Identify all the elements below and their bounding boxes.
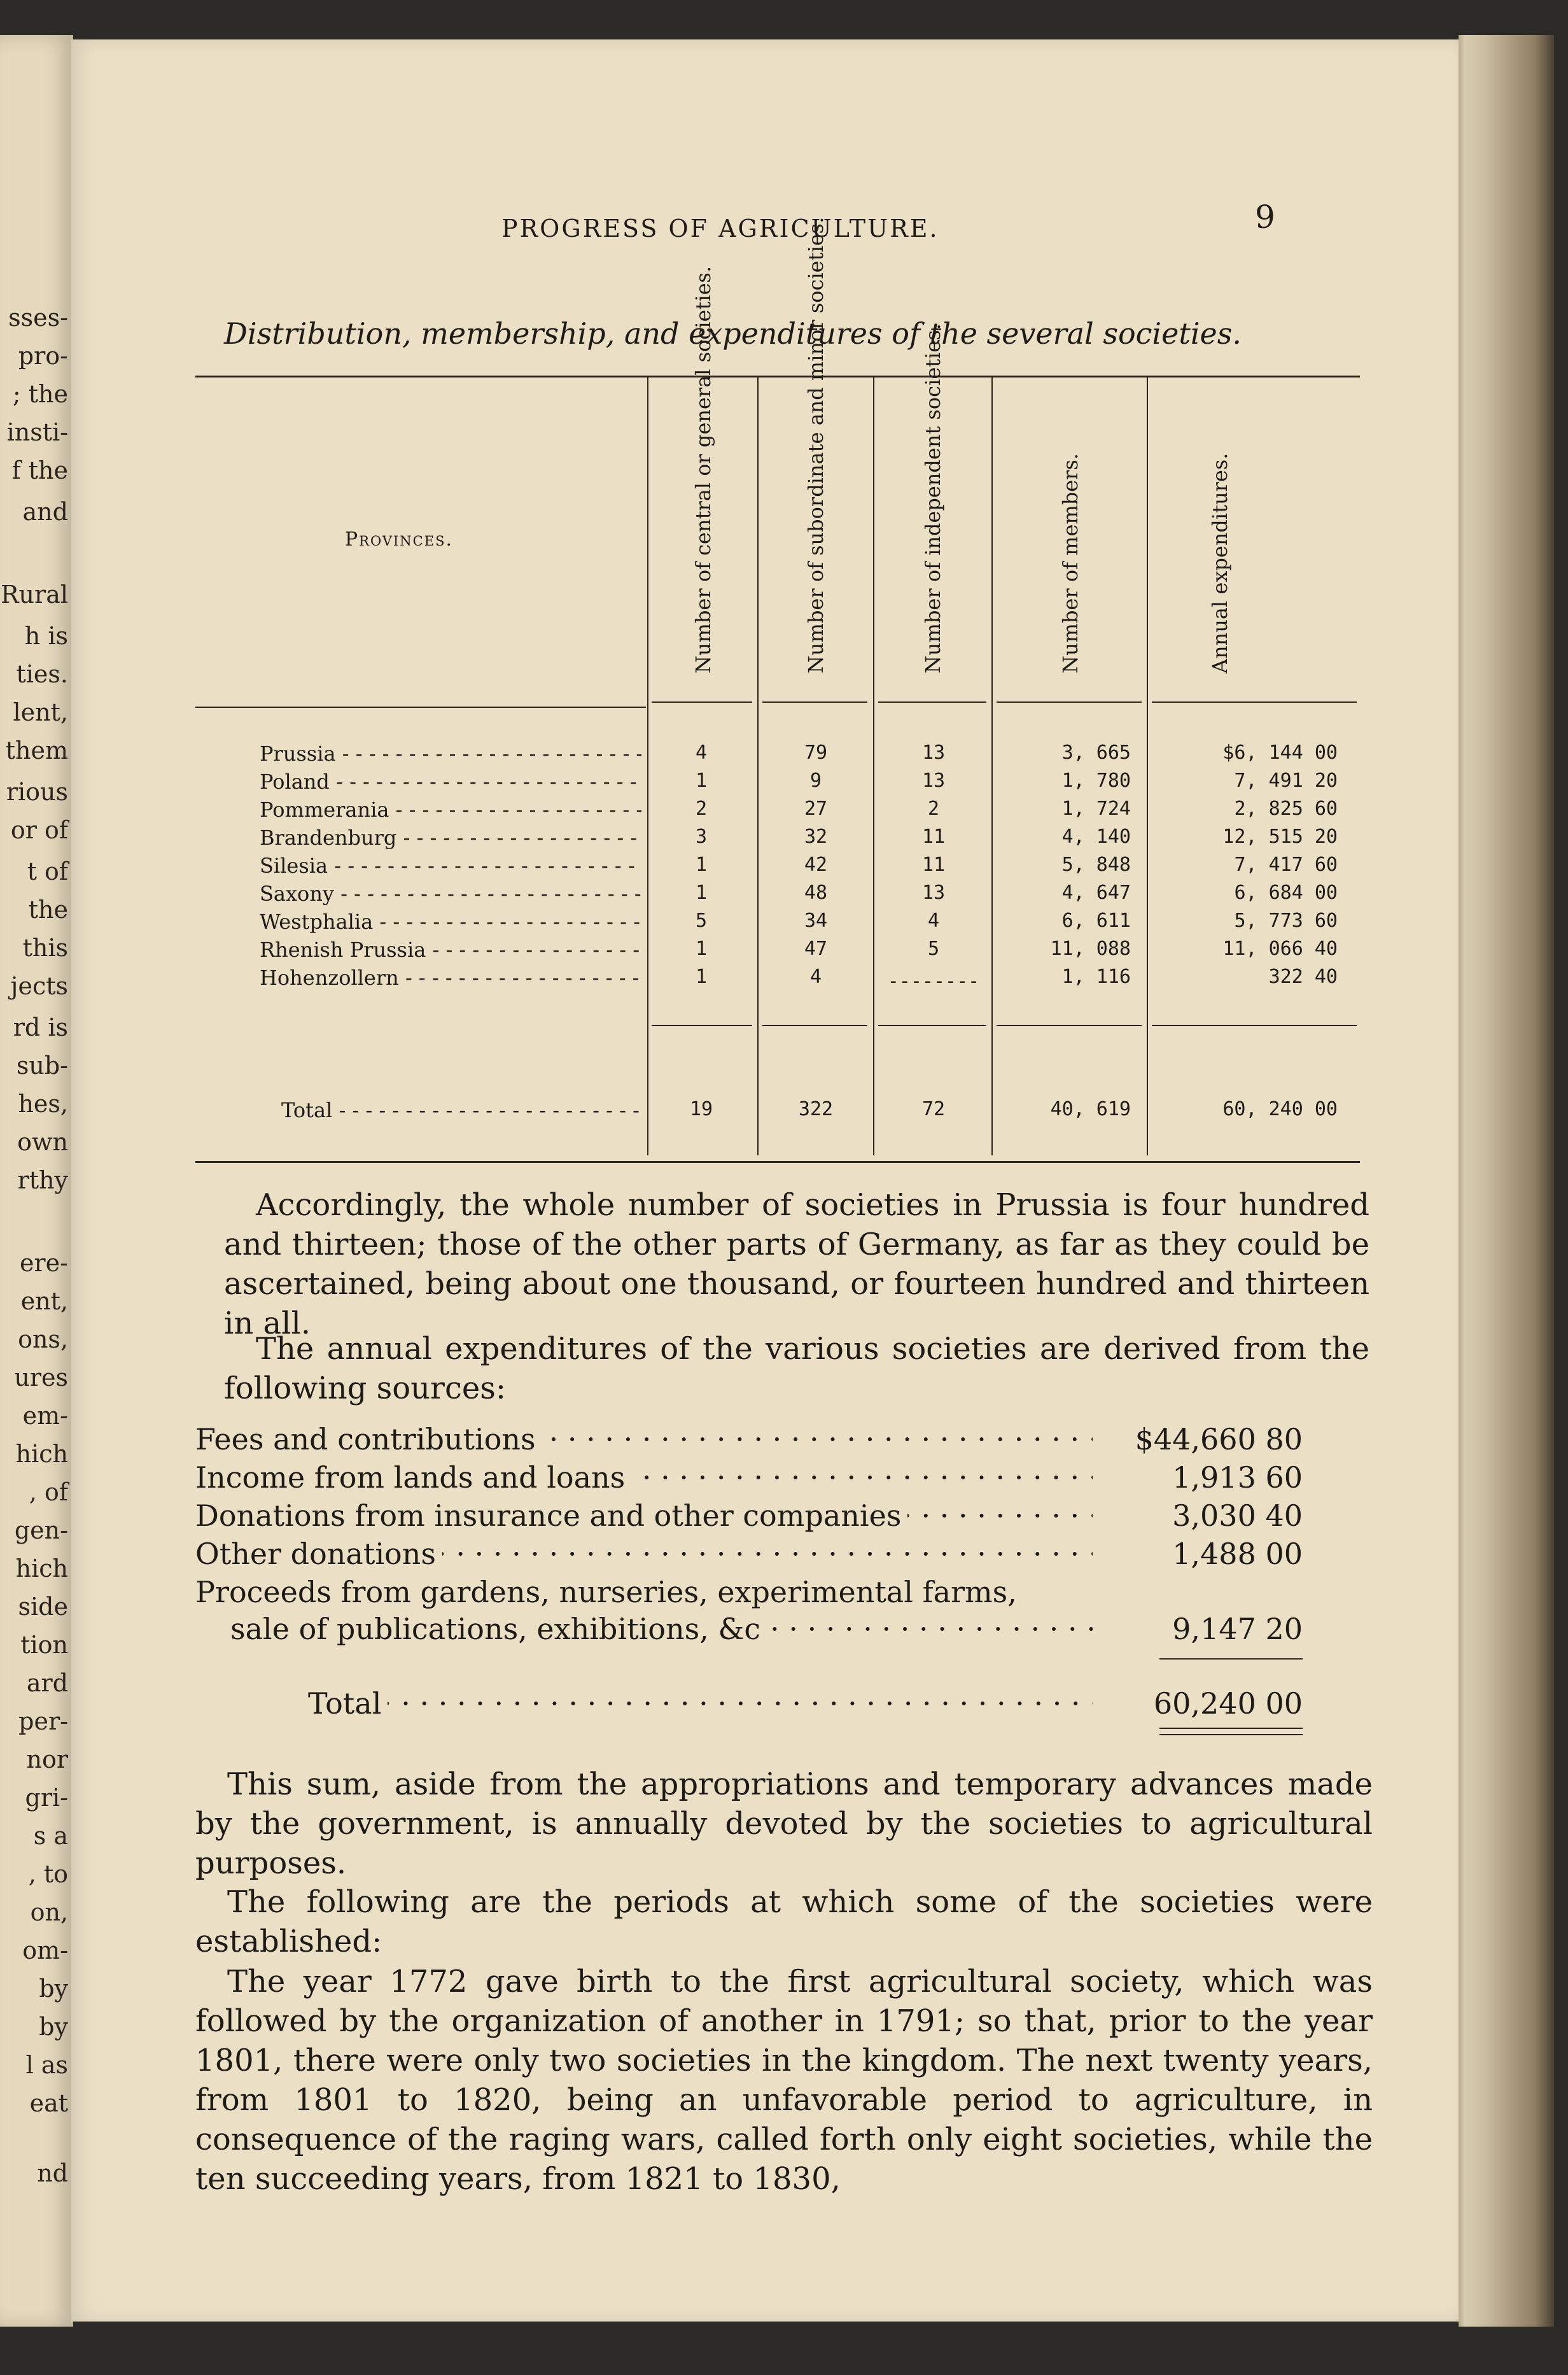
margin-fragment: t of [27,857,68,885]
source-label: Proceeds from gardens, nurseries, experimental farms, [195,1575,1017,1609]
margin-fragment: by [39,2013,68,2041]
cell-members: 1, 780 [1061,770,1131,792]
margin-fragment: lent, [13,698,68,726]
margin-fragment: per- [18,1707,68,1735]
cell-expenditures: $6, 144 00 [1222,742,1338,764]
margin-fragment: own [17,1128,68,1156]
source-item [195,1420,1303,1459]
cell-members: 1, 116 [1061,966,1131,988]
province-name: Hohenzollern - - - [260,964,641,992]
source-item [195,1496,1303,1535]
margin-fragment: them [5,736,68,765]
margin-fragment: rious [6,778,68,806]
total-rule [762,1025,867,1026]
total-rule [1152,1025,1357,1026]
col-header-expenditures: Annual expenditures. [1208,453,1232,673]
margin-fragment: nd [37,2159,68,2187]
paragraph: The following are the periods at which some of the societies were established: [195,1884,1373,1959]
sources-total-label: Total [308,1684,388,1723]
margin-fragment: gen- [14,1516,68,1544]
cell-expenditures: 7, 491 20 [1234,770,1338,792]
province-name: Silesia - - - [260,852,641,880]
cell-central: 1 [695,938,708,960]
margin-fragment: Rural [0,581,68,609]
source-amount: 9,147 20 [1172,1612,1303,1646]
header-rule [195,707,646,708]
paragraph: Accordingly, the whole number of societies in Prussia is four hundred and thirteen; those of the other parts of Germany, as far as they could be ascertained, being about one thousand, or fourteen hundred and thirteen in all. [224,1187,1369,1341]
margin-fragment: by [39,1975,68,2003]
header-rule [652,701,752,703]
margin-fragment: ures [14,1364,68,1392]
cell-subordinate: 4 [809,966,822,988]
cell-independent: 11 [921,854,946,876]
table-bottom-rule [195,1161,1360,1163]
cell-expenditures: 7, 417 60 [1234,854,1338,876]
total-rule [652,1025,752,1026]
source-label: Other donations [195,1534,442,1574]
margin-fragment: l as [25,2051,68,2079]
cell-subordinate: 32 [804,826,828,848]
margin-fragment: s a [33,1822,68,1850]
cell-central: 1 [695,882,708,904]
sources-total [308,1684,1303,1723]
margin-fragment: , to [28,1860,68,1888]
facing-page-margin [0,35,73,2327]
header-rule [1152,701,1357,703]
province-name: Prussia - - - [260,740,641,768]
cell-subordinate: 48 [804,882,828,904]
cell-central: 2 [695,798,708,820]
double-rule [1159,1728,1303,1729]
cell-members: 11, 088 [1050,938,1131,960]
cell-central: 5 [695,910,708,932]
margin-fragment: this [22,934,68,962]
source-amount: 1,488 00 [1172,1537,1303,1571]
cell-expenditures: 12, 515 20 [1222,826,1338,848]
cell-members: 4, 647 [1061,882,1131,904]
cell-members: 6, 611 [1061,910,1131,932]
province-name: Pommerania - - - [260,796,641,824]
province-name: Brandenburg - - - [260,824,641,852]
margin-fragment: , of [29,1478,68,1506]
cell-independent: 13 [921,770,946,792]
margin-fragment: insti- [6,418,68,446]
total-rule [878,1025,986,1026]
source-label: Donations from insurance and other companies [195,1496,907,1535]
margin-fragment: ; the [12,380,68,408]
cell-independent: 13 [921,742,946,764]
source-item [195,1458,1303,1497]
column-rule [757,376,759,1155]
table-top-rule [195,376,1360,377]
column-rule [647,376,648,1155]
cell-expenditures: 5, 773 60 [1234,910,1338,932]
column-rule [991,376,993,1155]
cell-independent: 5 [927,938,940,960]
cell-subordinate: 42 [804,854,828,876]
margin-fragment: ons, [18,1325,68,1353]
page-number: 9 [1255,199,1275,236]
province-name: Rhenish Prussia - - - [260,936,641,964]
cell-independent: 4 [927,910,940,932]
cell-members: 3, 665 [1061,742,1131,764]
total-rule [997,1025,1142,1026]
cell-independent: 13 [921,882,946,904]
margin-fragment: ties. [16,660,68,688]
source-item-continuation [230,1609,1303,1649]
margin-fragment: hich [15,1554,68,1582]
total-independent: 72 [921,1098,946,1120]
provinces-header: Provinces. [345,528,453,551]
margin-fragment: sub- [16,1052,68,1080]
col-header-members: Number of members. [1058,453,1082,673]
paragraph: The annual expenditures of the various societies are derived from the following sources: [224,1331,1369,1406]
cell-central: 1 [695,966,708,988]
total-expenditures: 60, 240 00 [1222,1098,1338,1120]
margin-fragment: om- [22,1936,68,1964]
cell-subordinate: 27 [804,798,828,820]
margin-fragment: ard [26,1669,68,1697]
cell-central: 3 [695,826,708,848]
cell-subordinate: 47 [804,938,828,960]
cell-expenditures: 11, 066 40 [1222,938,1338,960]
margin-fragment: the [28,896,68,924]
margin-fragment: em- [22,1402,68,1430]
cell-subordinate: 79 [804,742,828,764]
book-page [71,39,1459,2322]
sources-total-amount: 60,240 00 [1153,1686,1303,1721]
column-rule [873,376,874,1155]
header-rule [997,701,1142,703]
cell-central: 1 [695,770,708,792]
cell-central: 4 [695,742,708,764]
cell-expenditures: 322 40 [1268,966,1338,988]
province-name: Westphalia - - - [260,908,641,936]
margin-fragment: ent, [20,1287,68,1315]
margin-fragment: rthy [17,1166,68,1194]
source-amount: 1,913 60 [1172,1460,1303,1495]
cell-members: 5, 848 [1061,854,1131,876]
margin-fragment: and [22,498,68,526]
margin-fragment: side [18,1593,68,1621]
margin-fragment: eat [29,2089,68,2117]
column-rule [1147,376,1148,1155]
margin-fragment: ere- [20,1249,68,1277]
margin-fragment: or of [10,816,68,844]
double-rule [1159,1734,1303,1735]
margin-fragment: pro- [18,342,68,370]
margin-fragment: f the [11,456,68,484]
margin-fragment: h is [24,622,68,650]
source-label: sale of publications, exhibitions, &c [230,1609,767,1649]
paragraph: The year 1772 gave birth to the first agricultural society, which was followed by the organization of another in 1791; so that, prior to the year 1801, there were only two societies in the kingdom. The next twenty years, from 1801 to 1820, being an unfavorable period to agriculture, in consequence of the raging wars, called forth only eight societies, while the ten succeeding years, from 1821 to 1830, [195,1964,1373,2197]
sum-rule [1159,1658,1303,1660]
total-label: Total - - - [281,1096,644,1124]
source-item [195,1534,1303,1574]
table-caption: Distribution, membership, and expenditures of the several societies. [224,316,1242,351]
source-item [195,1572,1303,1612]
cell-subordinate: 34 [804,910,828,932]
source-amount: $44,660 80 [1135,1422,1303,1456]
total-central: 19 [689,1098,713,1120]
source-label: Fees and contributions [195,1420,542,1459]
margin-fragment: hes, [18,1090,68,1118]
col-header-independent: Number of independent societies. [921,323,945,673]
running-head: PROGRESS OF AGRICULTURE. [501,215,939,243]
margin-fragment: sses- [8,304,68,332]
margin-fragment: gri- [25,1784,68,1812]
col-header-subordinate: Number of subordinate and minor societies. [804,216,828,673]
province-name: Saxony - - - [260,880,641,908]
cell-expenditures: 6, 684 00 [1234,882,1338,904]
cell-members: 1, 724 [1061,798,1131,820]
margin-fragment: on, [30,1898,68,1926]
col-header-central: Number of central or general societies. [691,265,715,673]
province-name: Poland - - - [260,768,641,796]
header-rule [878,701,986,703]
total-subordinate: 322 [798,1098,834,1120]
paragraph: This sum, aside from the appropriations and temporary advances made by the government, is annually devoted by the societies to agricultural purposes. [195,1766,1373,1881]
header-rule [762,701,867,703]
source-amount: 3,030 40 [1172,1498,1303,1533]
source-label: Income from lands and loans [195,1458,631,1497]
cell-expenditures: 2, 825 60 [1234,798,1338,820]
margin-fragment: hich [15,1440,68,1468]
cell-subordinate: 9 [809,770,822,792]
cell-central: 1 [695,854,708,876]
margin-fragment: rd is [13,1013,68,1041]
total-members: 40, 619 [1050,1098,1131,1120]
margin-fragment: jects [10,972,68,1000]
cell-independent: -------- [887,970,980,992]
margin-fragment: tion [20,1631,68,1659]
cell-independent: 11 [921,826,946,848]
book-page-edge [1459,35,1554,2327]
margin-fragment: nor [26,1745,68,1773]
cell-independent: 2 [927,798,940,820]
cell-members: 4, 140 [1061,826,1131,848]
